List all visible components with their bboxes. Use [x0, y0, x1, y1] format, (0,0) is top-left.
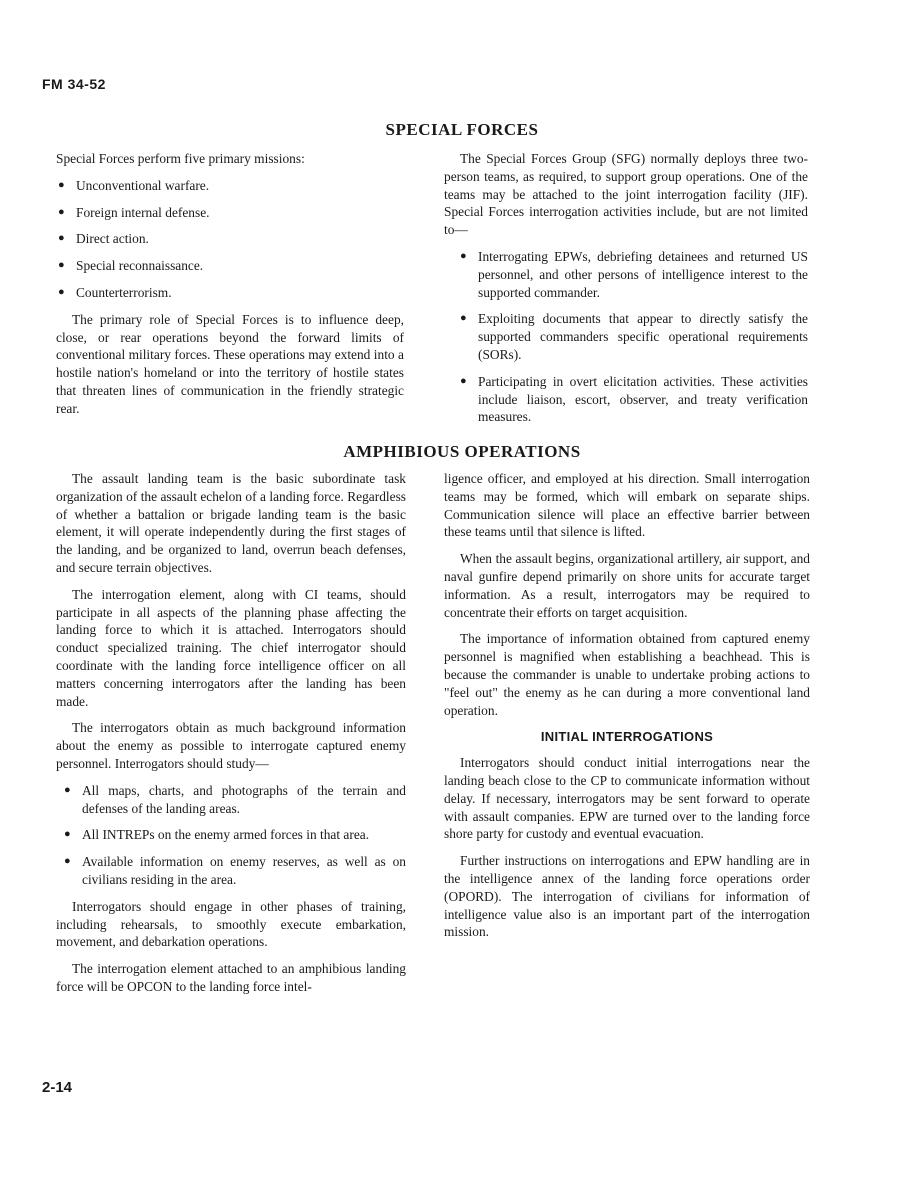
study-list	[56, 782, 406, 889]
bullet-icon: ●	[64, 855, 71, 868]
assault-team-paragraph: The assault landing team is the basic subordinate task organization of the assault echelon of a landing force. Regardless of whether a battalion or brigade landing team is the basic element, it will operate independently during the first stages of the landing, and be organized to land, overrun beach defenses, and secure terrain objectives.	[56, 471, 406, 575]
list-item: ● Available information on enemy reserves, as well as on civilians residing in the area.	[64, 854, 406, 887]
list-item: ● Participating in overt elicitation activities. These activities include liaison, escort, observer, and treaty verification measures.	[460, 373, 808, 425]
bullet-icon: ●	[58, 232, 65, 245]
initial-interrogations-subheading: INITIAL INTERROGATIONS	[540, 729, 714, 745]
bullet-icon: ●	[460, 312, 467, 325]
bullet-icon: ●	[58, 178, 65, 191]
training-paragraph: Interrogators should engage in other phases of training, including rehearsals, to smoothly execute embarkation, movement, and debarkation operations.	[56, 898, 406, 950]
interrogation-element-paragraph: The interrogation element, along with CI teams, should participate in all aspects of the planning phase affecting the landing force to which it is attached. Interrogators should conduct specialized training. The chief interrogator should coordinate with the landing force intelligence officer on all matters concerning interrogators after the landing has been made.	[56, 586, 406, 709]
amphibious-operations-title: AMPHIBIOUS OPERATIONS	[343, 442, 581, 461]
list-item: ● Direct action.	[58, 231, 149, 247]
further-instructions-paragraph: Further instructions on interrogations and EPW handling are in the intelligence annex of the landing force operations order (OPORD). The interrogation of civilians for information of intelligence value also is an important part of the interrogation mission.	[444, 853, 810, 940]
activities-list	[444, 248, 808, 426]
list-item: ● All maps, charts, and photographs of the terrain and defenses of the landing areas.	[64, 782, 406, 816]
beachhead-paragraph: The importance of information obtained from captured enemy personnel is magnified when establishing a beachhead. This is because the commander is unable to undertake probing actions to "feel out" the enemy as he can during a more conventional land operation.	[444, 631, 810, 718]
missions-intro: Special Forces perform five primary missions:	[56, 151, 305, 166]
list-item: ● Exploiting documents that appear to directly satisfy the supported commanders specific operational requirements (SORs).	[460, 311, 808, 362]
role-paragraph: The primary role of Special Forces is to influence deep, close, or rear operations beyond the forward limits of conventional military forces. These operations may extend into a hostile nation's homeland or into the territory of hostile states that threaten lines of communication in the friendly strategic rear.	[56, 311, 404, 416]
opcon-paragraph: The interrogation element attached to an amphibious landing force will be OPCON to the landing force intel-	[56, 961, 406, 994]
amphibious-left-column	[56, 470, 406, 1005]
bullet-icon: ●	[460, 249, 467, 262]
amphibious-right-column	[444, 470, 810, 950]
list-item: ● Interrogating EPWs, debriefing detainees and returned US personnel, and other persons of intelligence interest to the supported commander.	[460, 248, 808, 300]
assault-begins-paragraph: When the assault begins, organizational artillery, air support, and naval gunfire depend primarily on shore units for accurate target information. As a result, interrogators may be required to concentrate their efforts on target acquisition.	[444, 551, 810, 620]
list-item: ● Special reconnaissance.	[58, 258, 204, 274]
bullet-icon: ●	[58, 259, 65, 272]
bullet-icon: ●	[64, 783, 71, 796]
bullet-icon: ●	[58, 205, 65, 218]
page-number: 2-14	[42, 1079, 73, 1096]
bullet-icon: ●	[460, 374, 467, 387]
special-forces-right-column	[444, 150, 808, 435]
bullet-icon: ●	[58, 285, 65, 298]
list-item: ● Unconventional warfare.	[58, 177, 210, 193]
missions-list	[56, 177, 404, 302]
sfg-paragraph: The Special Forces Group (SFG) normally deploys three two-person teams, as required, to support group operations. One of the teams may be attached to the joint interrogation facility (JIF). Special Forces interrogation activities include, but are not limited to—	[444, 151, 808, 238]
bullet-icon: ●	[64, 828, 71, 841]
list-item: ● All INTREPs on the enemy armed forces in that area.	[64, 827, 370, 843]
list-item: ● Counterterrorism.	[58, 284, 172, 300]
special-forces-title: SPECIAL FORCES	[385, 120, 539, 139]
background-info-paragraph: The interrogators obtain as much background information about the enemy as possible to interrogate captured enemy personnel. Interrogators should study—	[56, 720, 406, 771]
list-item: ● Foreign internal defense.	[58, 204, 210, 220]
special-forces-left-column	[56, 150, 404, 427]
intel-officer-paragraph: ligence officer, and employed at his direction. Small interrogation teams may be formed, which will embark on separate ships. Communication silence will place an effective barrier between these teams until that silence is lifted.	[444, 471, 810, 540]
document-id-header: FM 34-52	[42, 76, 106, 92]
initial-interrogations-paragraph: Interrogators should conduct initial interrogations near the landing beach close to the CP to communicate information without delay. If necessary, interrogators may be sent forward to operate with assault companies. EPW are turned over to the landing force shore party for custody and eventual evacuation.	[444, 755, 810, 842]
